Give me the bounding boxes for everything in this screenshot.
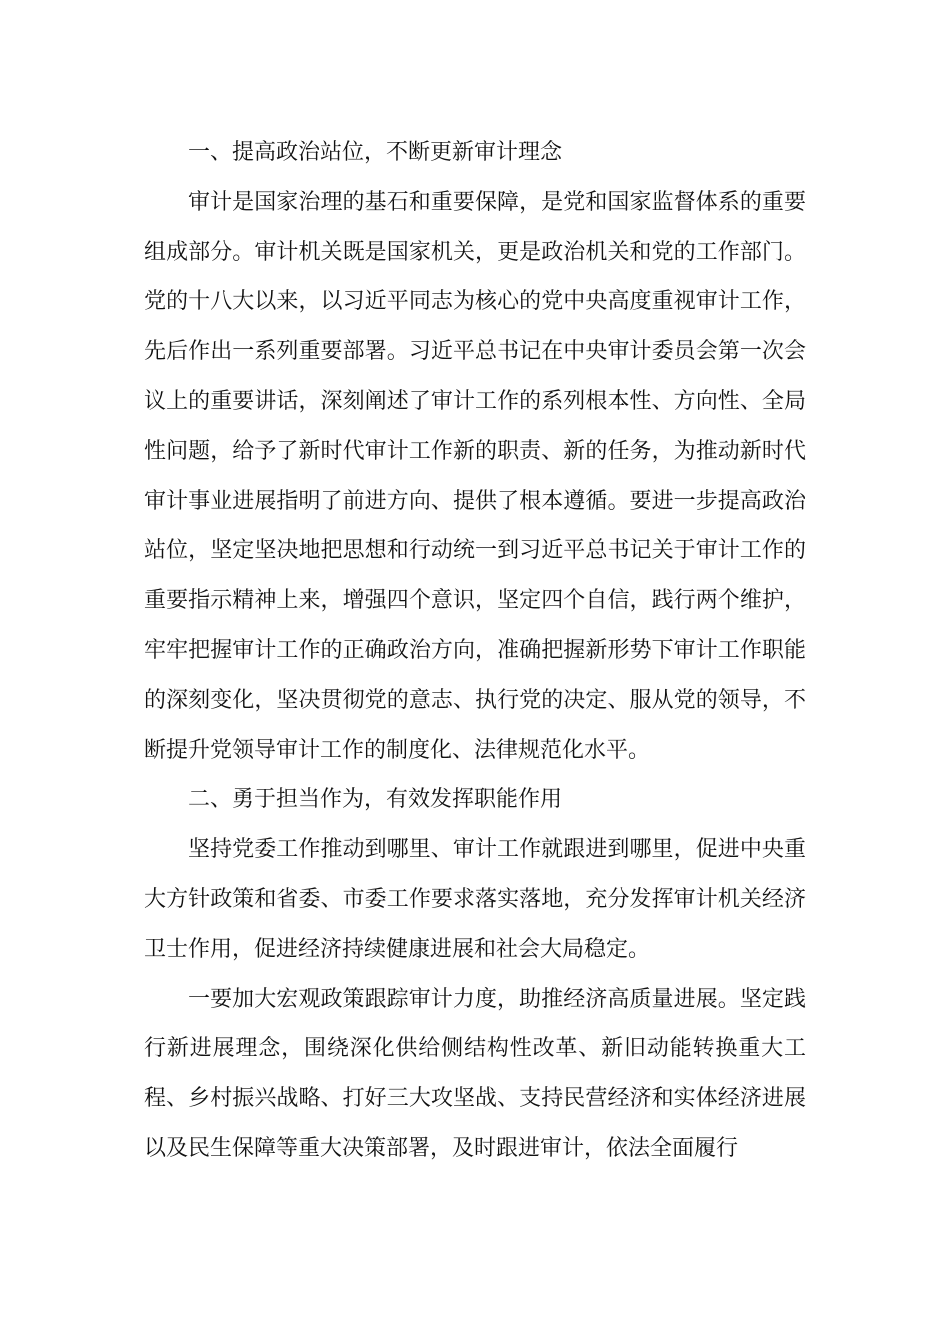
body-paragraph-2: 坚持党委工作推动到哪里、审计工作就跟进到哪里，促进中央重大方针政策和省委、市委工作要求落实落地，充分发挥审计机关经济卫士作用，促进经济持续健康进展和社会大局稳定。: [144, 837, 806, 962]
body-paragraph-1: 审计是国家治理的基石和重要保障，是党和国家监督体系的重要组成部分。审计机关既是国家机关，更是政治机关和党的工作部门。党的十八大以来，以习近平同志为核心的党中央高度重视审计工作，先后作出一系列重要部署。习近平总书记在中央审计委员会第一次会议上的重要讲话，深刻阐述了审计工作的系列根本性、方向性、全局性问题，给予了新时代审计工作新的职责、新的任务，为推动新时代审计事业进展指明了前进方向、提供了根本遵循。要进一步提高政治站位，坚定坚决地把思想和行动统一到习近平总书记关于审计工作的重要指示精神上来，增强四个意识，坚定四个自信，践行两个维护，牢牢把握审计工作的正确政治方向，准确把握新形势下审计工作职能的深刻变化，坚决贯彻党的意志、执行党的决定、服从党的领导，不断提升党领导审计工作的制度化、法律规范化水平。: [144, 189, 806, 763]
section-heading-2: 二、勇于担当作为，有效发挥职能作用: [188, 787, 563, 813]
body-paragraph-3: 一要加大宏观政策跟踪审计力度，助推经济高质量进展。坚定践行新进展理念，围绕深化供给侧结构性改革、新旧动能转换重大工程、乡村振兴战略、打好三大攻坚战、支持民营经济和实体经济进展以及民生保障等重大决策部署，及时跟进审计，依法全面履行: [144, 986, 806, 1161]
section-heading-1: 一、提高政治站位，不断更新审计理念: [188, 140, 563, 165]
document-body: [144, 128, 806, 1174]
